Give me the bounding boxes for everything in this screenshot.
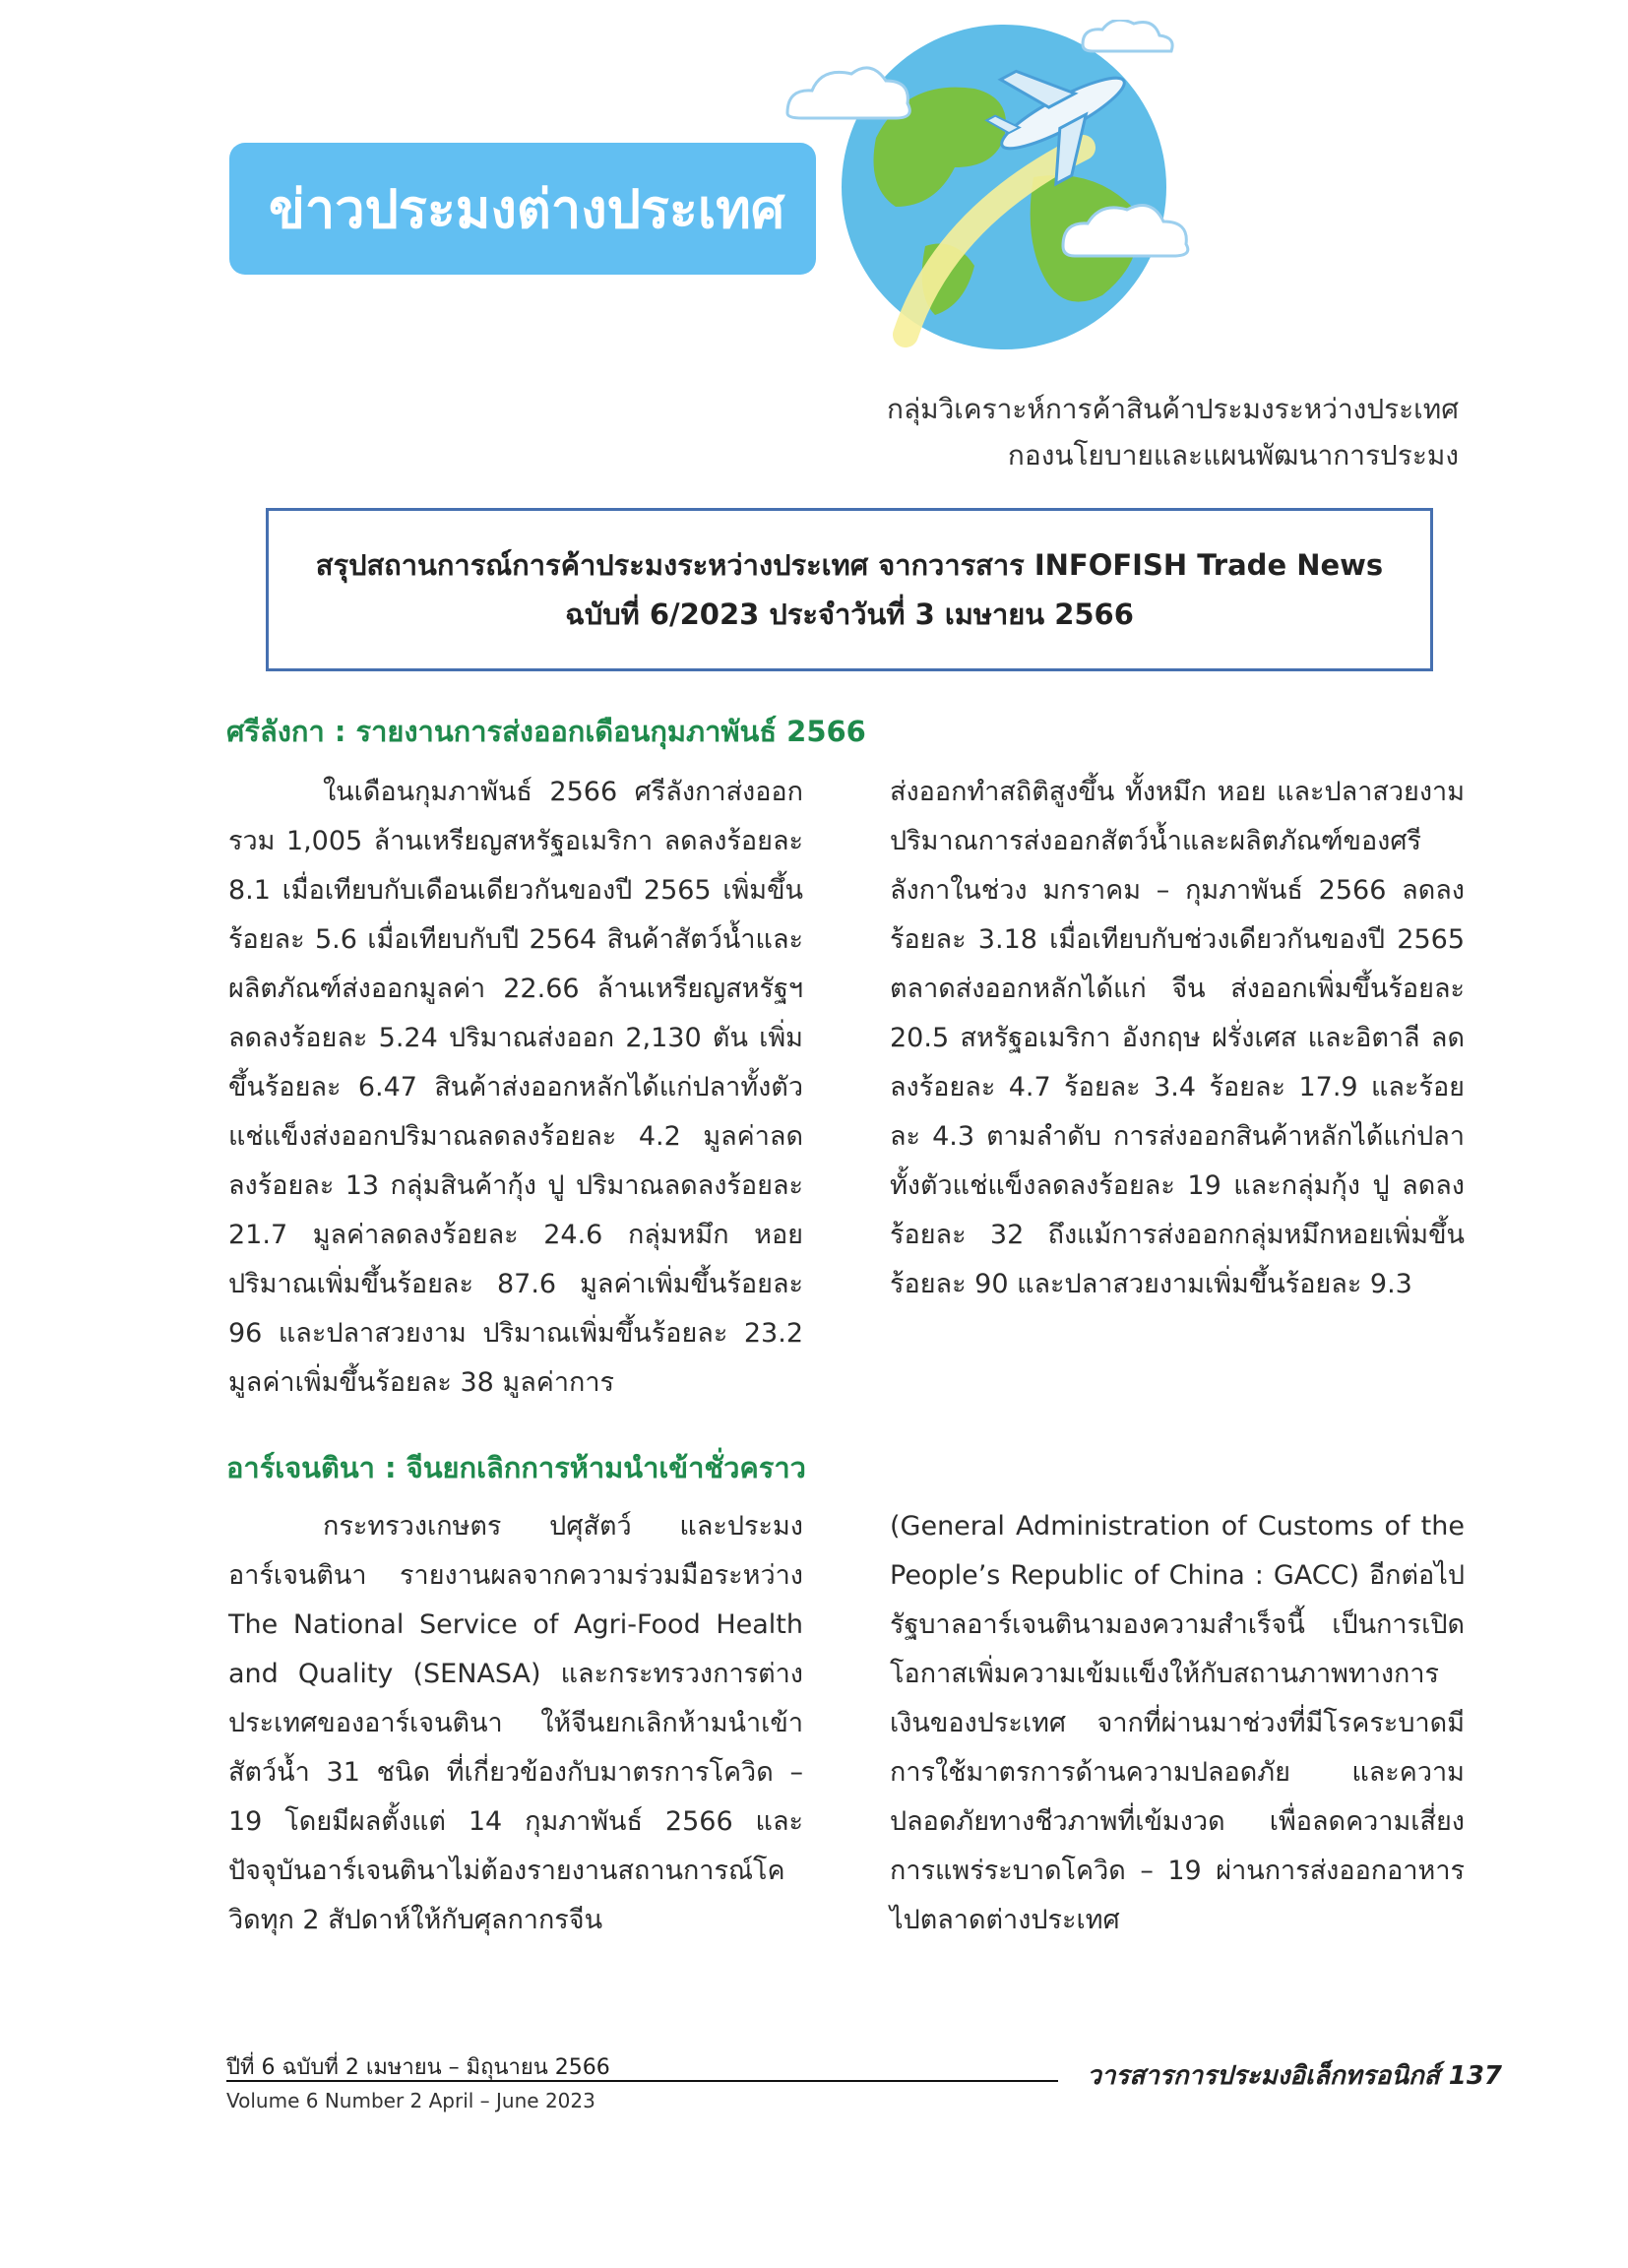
author-bureau: กองนโยบายและแผนพัฒนาการประมง (1007, 439, 1459, 472)
footer-journal-page: วารสารการประมงอิเล็กทรอนิกส์ 137 (1087, 2061, 1502, 2091)
author-block (887, 386, 1459, 478)
section-banner (229, 143, 816, 275)
section-heading-argentina: อาร์เจนตินา : จีนยกเลิกการห้ามนำเข้าชั่วคราว (226, 1451, 806, 1484)
summary-title: สรุปสถานการณ์การค้าประมงระหว่างประเทศ จากวารสาร INFOFISH Trade News (315, 548, 1384, 582)
globe-illustration (768, 20, 1211, 354)
banner-title: ข่าวประมงต่างประเทศ (269, 178, 785, 240)
argentina-text-right: (General Administration of Customs of the People’s Republic of China : GACC) อีกต่อไป รัฐบาลอาร์เจนตินามองความสำเร็จนี้ เป็นการเปิดโอกาสเพิ่มความเข้มแข็งให้กับสถานภาพทางการเงินของประเทศ จากที่ผ่านมาช่วงที่มีโรคระบาดมีการใช้มาตรการด้านความปลอดภัย และความปลอดภัยทางชีวภาพที่เข้มงวด เพื่อลดความเสี่ยงการแพร่ระบาดโควิด – 19 ผ่านการส่งออกอาหารไปตลาดต่างประเทศ (890, 1511, 1465, 1935)
summary-issue: ฉบับที่ 6/2023 ประจำวันที่ 3 เมษายน 2566 (565, 598, 1134, 631)
argentina-text-left: กระทรวงเกษตร ปศุสัตว์ และประมงอาร์เจนตินา รายงานผลจากความร่วมมือระหว่าง The National Service of Agri-Food Health and Quality (SENASA) และกระทรวงการต่างประเทศของอาร์เจนตินา ให้จีนยกเลิกห้ามนำเข้าสัตว์น้ำ 31 ชนิด ที่เกี่ยวข้องกับมาตรการโควิด – 19 โดยมีผลตั้งแต่ 14 กุมภาพันธ์ 2566 และปัจจุบันอาร์เจนตินาไม่ต้องรายงานสถานการณ์โควิดทุก 2 สัปดาห์ให้กับศุลกากรจีน (228, 1511, 803, 1935)
footer-divider (226, 2080, 1058, 2082)
summary-box (266, 508, 1433, 671)
sri-lanka-text-right: ส่งออกทำสถิติสูงขึ้น ทั้งหมึก หอย และปลาสวยงาม ปริมาณการส่งออกสัตว์น้ำและผลิตภัณฑ์ของศรีลังกาในช่วง มกราคม – กุมภาพันธ์ 2566 ลดลงร้อยละ 3.18 เมื่อเทียบกับช่วงเดียวกันของปี 2565 ตลาดส่งออกหลักได้แก่ จีน ส่งออกเพิ่มขึ้นร้อยละ 20.5 สหรัฐอเมริกา อังกฤษ ฝรั่งเศส และอิตาลี ลดลงร้อยละ 4.7 ร้อยละ 3.4 ร้อยละ 17.9 และร้อยละ 4.3 ตามลำดับ การส่งออกสินค้าหลักได้แก่ปลาทั้งตัวแช่แข็งลดลงร้อยละ 19 และกลุ่มกุ้ง ปู ลดลงร้อยละ 32 ถึงแม้การส่งออกกลุ่มหมึกหอยเพิ่มขึ้นร้อยละ 90 และปลาสวยงามเพิ่มขึ้นร้อยละ 9.3 (890, 777, 1465, 1299)
footer-issue-english: Volume 6 Number 2 April – June 2023 (226, 2089, 595, 2112)
footer-issue-thai: ปีที่ 6 ฉบับที่ 2 เมษายน – มิถุนายน 2566 (226, 2055, 610, 2080)
section-heading-sri-lanka: ศรีลังกา : รายงานการส่งออกเดือนกุมภาพันธ์ 2566 (226, 715, 866, 748)
author-division: กลุ่มวิเคราะห์การค้าสินค้าประมงระหว่างประเทศ (887, 393, 1459, 425)
cloud-icon (1083, 20, 1172, 51)
sri-lanka-text-left: ในเดือนกุมภาพันธ์ 2566 ศรีลังกาส่งออกรวม 1,005 ล้านเหรียญสหรัฐอเมริกา ลดลงร้อยละ 8.1 เมื่อเทียบกับเดือนเดียวกันของปี 2565 เพิ่มขึ้นร้อยละ 5.6 เมื่อเทียบกับปี 2564 สินค้าสัตว์น้ำและผลิตภัณฑ์ส่งออกมูลค่า 22.66 ล้านเหรียญสหรัฐฯ ลดลงร้อยละ 5.24 ปริมาณส่งออก 2,130 ตัน เพิ่มขึ้นร้อยละ 6.47 สินค้าส่งออกหลักได้แก่ปลาทั้งตัวแช่แข็งส่งออกปริมาณลดลงร้อยละ 4.2 มูลค่าลดลงร้อยละ 13 กลุ่มสินค้ากุ้ง ปู ปริมาณลดลงร้อยละ 21.7 มูลค่าลดลงร้อยละ 24.6 กลุ่มหมึก หอย ปริมาณเพิ่มขึ้นร้อยละ 87.6 มูลค่าเพิ่มขึ้นร้อยละ 96 และปลาสวยงาม ปริมาณเพิ่มขึ้นร้อยละ 23.2 มูลค่าเพิ่มขึ้นร้อยละ 38 มูลค่าการ (228, 777, 803, 1398)
